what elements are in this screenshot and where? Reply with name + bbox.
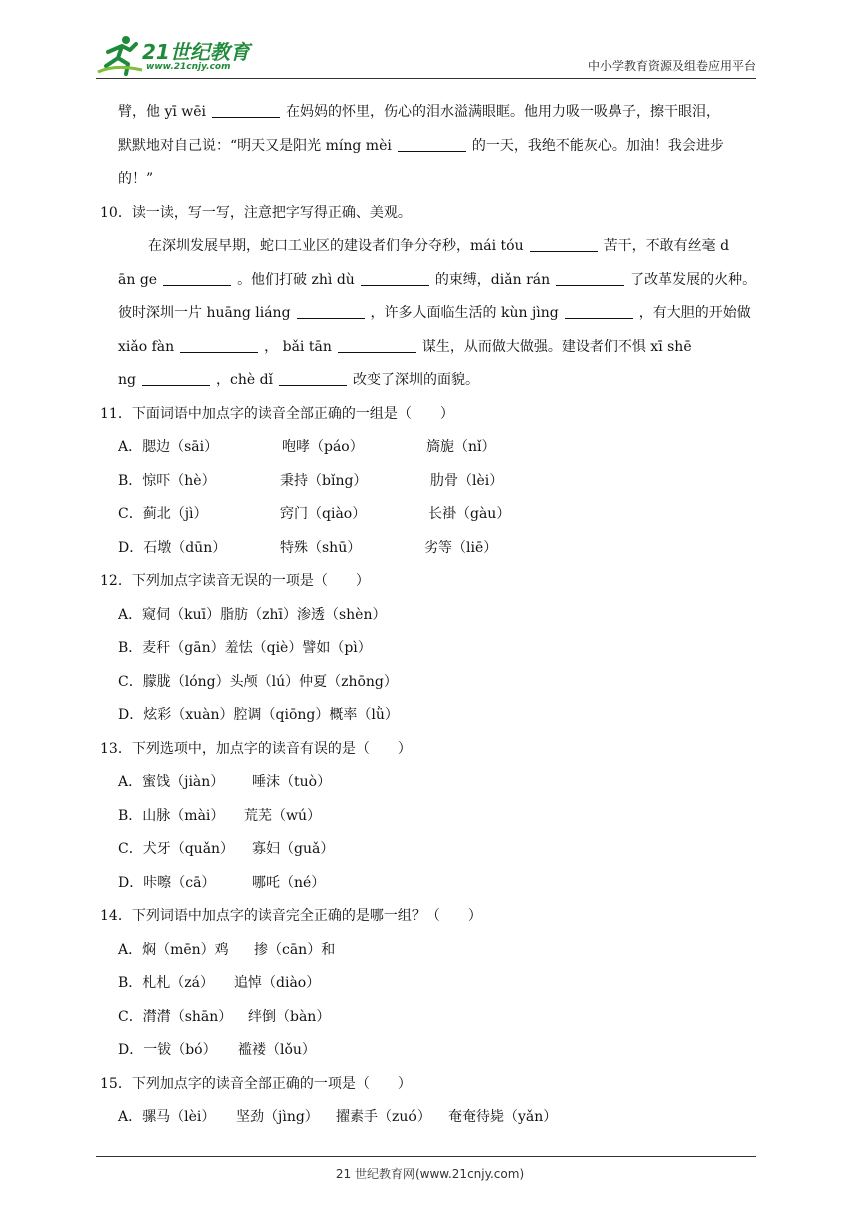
answer-blank[interactable] (530, 235, 598, 252)
question-11-title: 11．下面词语中加点字的读音全部正确的一组是（ ） (100, 405, 454, 422)
answer-blank[interactable] (338, 336, 416, 353)
text-line: 臂，他 yī wēi 在妈妈的怀里，伤心的泪水溢满眼眶。他用力吸一吸鼻子，擦干眼泪， (118, 96, 768, 130)
answer-blank[interactable] (279, 369, 347, 386)
q14-option-b[interactable]: B．札札（zá） 追悼（diào） (118, 975, 321, 991)
q10-paragraph-line: 在深圳发展早期，蛇口工业区的建设者们争分夺秒，mái tóu 苦干，不敢有丝毫 d (118, 230, 768, 264)
q14-option-c[interactable]: C．潸潸（shān） 绊倒（bàn） (118, 1008, 331, 1025)
answer-blank[interactable] (398, 135, 466, 152)
question-15-title: 15．下列加点字的读音全部正确的一项是（ ） (100, 1075, 412, 1092)
footer-divider (96, 1156, 756, 1157)
q13-option-b[interactable]: B．山脉（mài） 荒芜（wú） (118, 807, 321, 824)
q11-option-d[interactable]: D．石墩（dūn） 特殊（shū） 劣等（liē） (118, 539, 498, 556)
page-footer: 21 世纪教育网(www.21cnjy.com) (335, 1167, 525, 1181)
document-body (100, 96, 768, 1135)
answer-blank[interactable] (556, 269, 624, 286)
answer-blank[interactable] (180, 336, 258, 353)
answer-blank[interactable] (565, 302, 633, 319)
q13-option-d[interactable]: D．咔嚓（cā） 哪吒（né） (118, 874, 326, 891)
q14-option-a[interactable]: A．焖（mēn）鸡 掺（cān）和 (118, 941, 336, 958)
q13-option-a[interactable]: A．蜜饯（jiàn） 唾沫（tuò） (118, 774, 332, 790)
q13-option-c[interactable]: C．犬牙（quǎn） 寡妇（guǎ） (118, 841, 335, 857)
answer-blank[interactable] (163, 269, 231, 286)
q12-option-b[interactable]: B．麦秆（gān）羞怯（qiè）譬如（pì） (118, 640, 372, 656)
q11-option-a[interactable]: A．腮边（sāi） 咆哮（páo） 旖旎（nǐ） (118, 439, 496, 455)
text-line: 的！” (118, 171, 154, 187)
q11-option-b[interactable]: B．惊吓（hè） 秉持（bǐng） 肋骨（lèi） (118, 472, 504, 489)
platform-title: 中小学教育资源及组卷应用平台 (587, 59, 756, 73)
logo-brand-text: 21世纪教育 (142, 40, 250, 64)
question-12-title: 12．下列加点字读音无误的一项是（ ） (100, 573, 370, 589)
q10-paragraph-line: ng ，chè dǐ 改变了深圳的面貌。 (118, 364, 768, 398)
text-line: 默默地对自己说：“明天又是阳光 míng mèi 的一天，我绝不能灰心。加油！我会进步 (118, 130, 768, 164)
q10-paragraph-line: xiǎo fàn ， bǎi tān 谋生，从而做大做强。建设者们不惧 xī shē (118, 331, 768, 365)
q12-option-c[interactable]: C．朦胧（lóng）头颅（lú）仲夏（zhōng） (118, 673, 398, 690)
page-header (96, 30, 756, 79)
answer-blank[interactable] (142, 369, 210, 386)
runner-logo-icon (96, 32, 146, 76)
logo-url-text: www.21cnjy.com (146, 62, 231, 72)
answer-blank[interactable] (361, 269, 429, 286)
q12-option-a[interactable]: A．窥伺（kuī）脂肪（zhī）渗透（shèn） (118, 606, 387, 623)
answer-blank[interactable] (212, 101, 280, 118)
q10-paragraph-line: ān ge 。他们打破 zhì dù 的束缚，diǎn rán 了改革发展的火种。 (118, 264, 768, 298)
question-14-title: 14．下列词语中加点字的读音完全正确的是哪一组？（ ） (100, 908, 482, 924)
site-logo (96, 32, 266, 76)
q10-paragraph-line: 彼时深圳一片 huāng liáng ，许多人面临生活的 kùn jìng ，有大胆的开始做 (118, 297, 768, 331)
q15-option-a[interactable]: A．骡马（lèi） 坚劲（jìng） 擢素手（zuó） 奄奄待毙（yǎn） (118, 1109, 558, 1125)
q14-option-d[interactable]: D．一钹（bó） 褴褛（lǒu） (118, 1042, 316, 1058)
question-10-title: 10．读一读，写一写，注意把字写得正确、美观。 (100, 204, 412, 221)
answer-blank[interactable] (297, 302, 365, 319)
q12-option-d[interactable]: D．炫彩（xuàn）腔调（qiōng）概率（lǜ） (118, 707, 399, 723)
question-13-title: 13．下列选项中，加点字的读音有误的是（ ） (100, 740, 412, 757)
q11-option-c[interactable]: C．蓟北（jì） 窍门（qiào） 长褂（gàu） (118, 506, 511, 522)
